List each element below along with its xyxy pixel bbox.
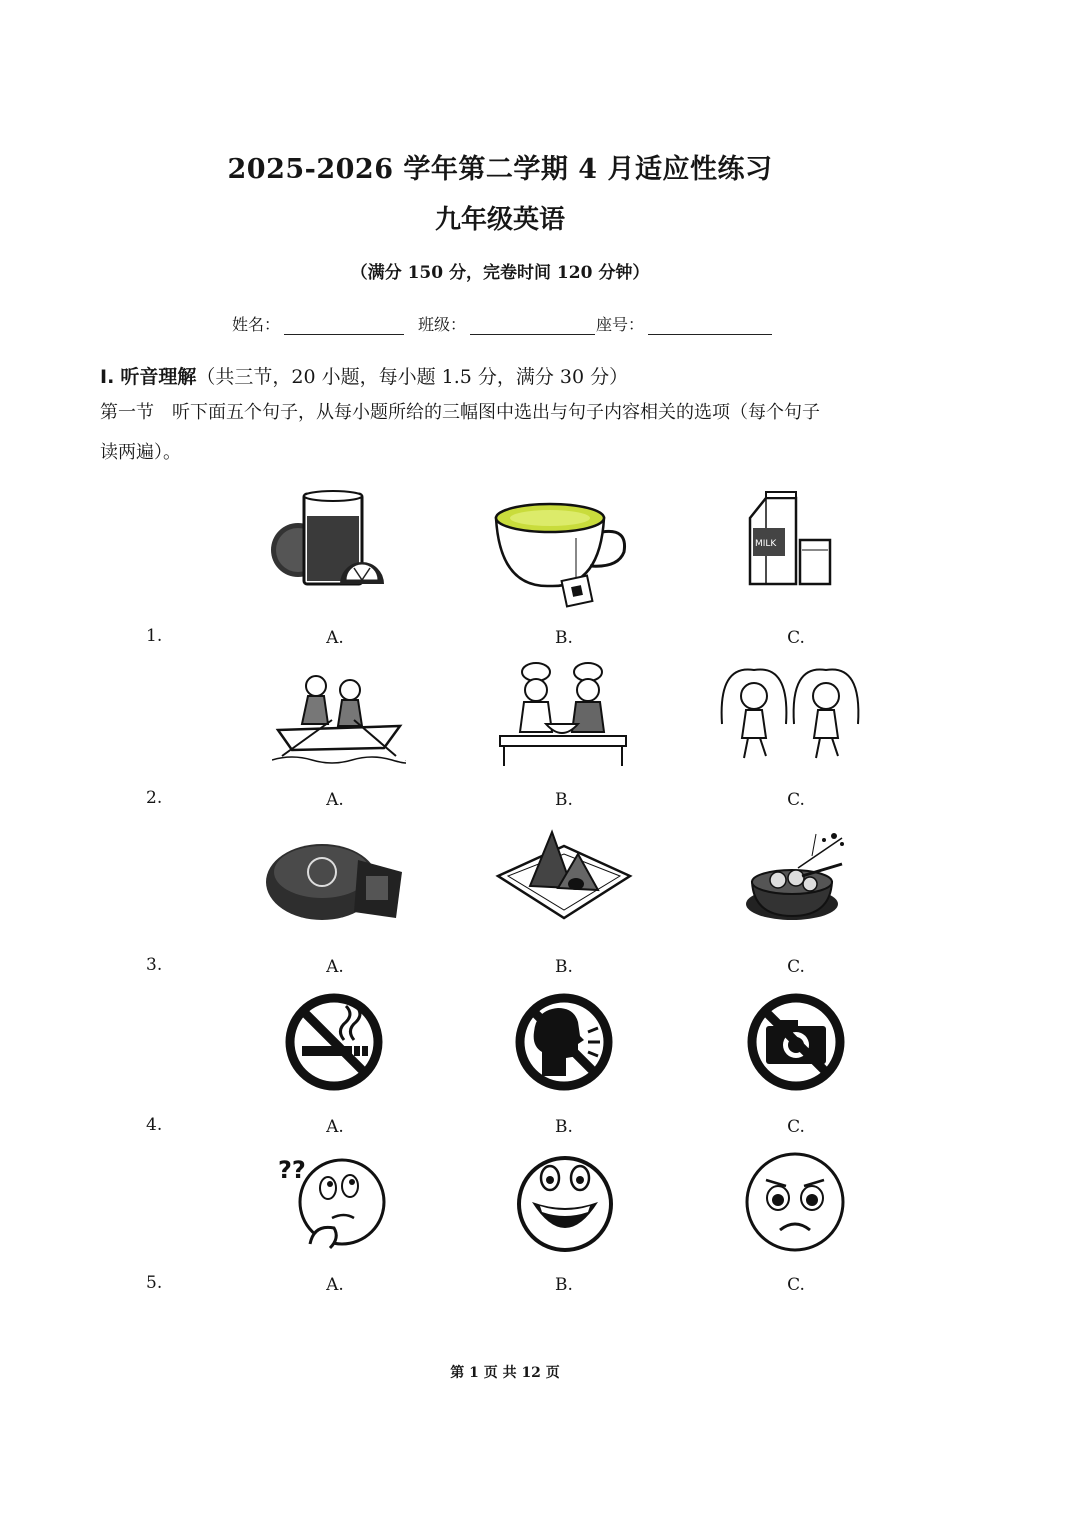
exam-title: 2025-2026 学年第二学期 4 月适应性练习 [227,154,773,185]
page-footer: 第 1 页 共 12 页 [450,1365,560,1381]
class-field [418,312,595,335]
section-number: I. [100,366,115,388]
option-label: A. [326,957,344,977]
svg-text:??: ?? [278,1156,306,1184]
option-label: B. [555,1117,573,1137]
option-label: B. [555,790,573,810]
svg-text:MILK: MILK [755,539,777,549]
question-number: 3. [146,955,163,975]
cooking-picture [496,658,630,770]
laughing-face-picture [514,1150,616,1254]
option-label: C. [787,1275,805,1295]
section-heading [100,362,628,389]
seat-field [596,312,772,335]
option-label: A. [326,628,344,648]
milk-picture [744,488,844,588]
tangyuan-picture [742,826,852,926]
skipping-picture [714,662,864,764]
option-label: B. [555,957,573,977]
rowing-picture [272,660,406,770]
instruction-line-2: 读两遍）。 [100,442,181,463]
no-photos-sign-picture [744,992,848,1092]
mooncake-picture [262,832,412,926]
zongzi-picture [494,824,634,924]
question-number: 4. [146,1115,163,1135]
no-loud-talking-sign-picture [514,992,614,1092]
option-label: C. [787,628,805,648]
option-label: A. [326,1117,344,1137]
option-label: A. [326,790,344,810]
question-number: 5. [146,1273,163,1293]
option-label: C. [787,1117,805,1137]
seat-label: 座号： [596,315,645,334]
option-label: A. [326,1275,344,1295]
option-label: B. [555,1275,573,1295]
option-label: C. [787,790,805,810]
name-blank [284,318,404,335]
instruction-line-1: 第一节 听下面五个句子，从每小题所给的三幅图中选出与句子内容相关的选项（每个句子 [100,402,820,423]
name-label: 姓名： [232,315,281,334]
option-label: B. [555,628,573,648]
thinking-face-picture [274,1148,390,1254]
exam-subject: 九年级英语 [434,205,565,235]
sad-face-picture [742,1150,848,1254]
question-number: 1. [146,626,163,646]
seat-blank [648,318,772,335]
orange-juice-picture [268,488,392,592]
no-smoking-sign-picture [284,992,384,1092]
section-detail: （共三节，20 小题，每小题 1.5 分，满分 30 分） [196,366,629,388]
question-number: 2. [146,788,163,808]
class-label: 班级： [418,315,467,334]
score-note: （满分 150 分，完卷时间 120 分钟） [350,263,650,283]
option-label: C. [787,957,805,977]
section-title: 听音理解 [120,366,197,388]
name-field [232,312,404,335]
green-tea-picture [492,498,632,610]
class-blank [470,318,595,335]
